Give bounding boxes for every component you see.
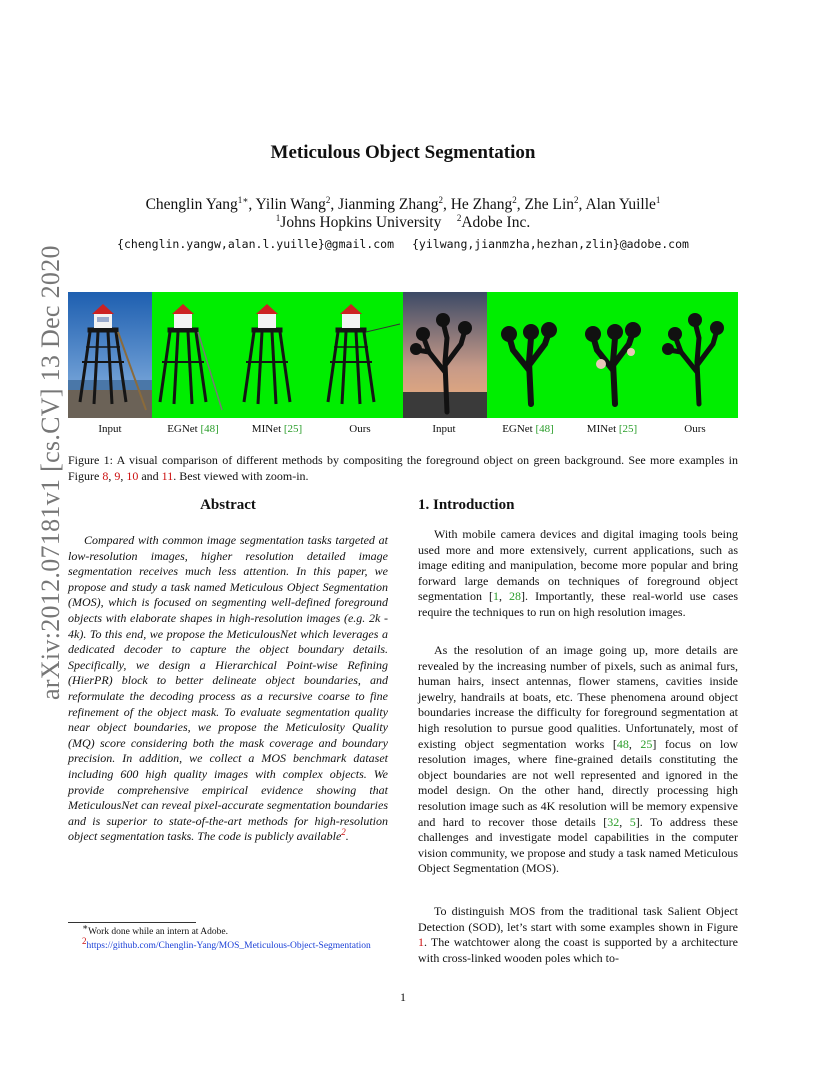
figure-ref-link[interactable]: 10 [126, 469, 139, 483]
code-url-link[interactable]: https://github.com/Chenglin-Yang/MOS_Meticulous-Object-Segmentation [86, 941, 371, 951]
citation-link[interactable]: [48] [535, 423, 554, 435]
intro-paragraph: As the resolution of an image going up, more details are revealed by the increasing number of pixels, such as animal furs, human hairs, insect antennas, flower stamens, cavities inside jewelry, handrails at boats, etc. These phenomena around object boundaries increase the difficulty for foreground segmentation at high resolution to pursue good qualities. Unfortunately, most of existing object segmentation works [48, 25] focus on low resolution images, where fine-grained details constituting the object boundaries are not well represented and ignored in the model design. On the other hand, directly processing high resolution image such as 4K resolution will be memory expensive and hard to recover those details [32, 5]. To address these challenges and investigate model capabilities in the computer vision community, we propose and study a task named Meticulous Object Segmentation (MOS). [418, 643, 739, 876]
citation-link[interactable]: [25] [618, 423, 638, 435]
section-heading-introduction: 1. Introduction [418, 497, 515, 513]
intro-paragraph: To distinguish MOS from the traditional task Salient Object Detection (SOD), let’s start with some examples shown in Figure 1. The watchtower along the coast is supported by a architecture with cross-linked wooden poles which to- [418, 904, 738, 965]
citation-link[interactable]: 32 [607, 814, 620, 829]
abstract-text: Compared with common image segmentation tasks targeted at low-resolution images, higher resolution detailed image segmentation receives much less attention. In this paper, we propose and study a task named Meticulous Object Segmentation (MOS), which is focused on segmenting well-defined foreground objects with elaborate shapes in high-resolution images (e.g. 2k - 4k). To this end, we propose the MeticulousNet which leverages a dedicated decoder to capture the object boundary details. Specifically, we design a Hierarchical Point-wise Refining (HierPR) block to better delineate object boundaries, and reformulate the decoding process as a recursive coarse to fine refinement of the object mask. To evaluate segmentation quality near object boundaries, we propose the Meticulosity Quality (MQ) score considering both the mask coverage and boundary precision. In addition, we collect a MOS benchmark dataset including 600 high quality images with complex objects. We provide comprehensive empirical evidence showing that MeticulousNet can reveal pixel-accurate segmentation boundaries and is superior to state-of-the-art methods for high-resolution object segmentation tasks. The code is publicly available$^2$. [68, 533, 388, 844]
figure-caption: Figure 1: A visual comparison of different methods by compositing the foreground object on green background. See more examples in Figure 8, 9, 10 and 11. Best viewed with zoom-in. [68, 453, 738, 483]
author-name: He Zhang [450, 196, 513, 213]
footnote-2: $^2$https://github.com/Chenglin-Yang/MOS_Meticulous-Object-Segmentation [82, 935, 371, 951]
footnote-ref-link[interactable]: 2 [341, 827, 346, 838]
author-list: Chenglin Yang$^{1∗}$, Yilin Wang$^2$, Jianming Zhang$^2$, He Zhang$^2$, Zhe Lin$^2$, Alan Yuille$^1$ [145, 194, 661, 213]
lighthouse-egnet-image [152, 292, 236, 418]
tree-ours-image [655, 292, 738, 418]
figure-ref-link[interactable]: 11 [161, 469, 174, 483]
abstract-heading: Abstract [200, 497, 256, 513]
author-sup: 2 [325, 194, 331, 205]
tree-egnet-image [487, 292, 571, 418]
figure-label: EGNet [48] [502, 423, 554, 435]
figure-label: Ours [349, 423, 371, 435]
lighthouse-input-image [68, 292, 152, 418]
figure-ref-link[interactable]: 8 [102, 469, 109, 483]
author-sup: 1∗ [237, 194, 249, 205]
author-name: Jianming Zhang [338, 196, 439, 213]
figure-label: MINet [25] [586, 423, 638, 435]
figure-label: Input [432, 423, 456, 435]
citation-link[interactable]: 25 [640, 736, 653, 751]
figure-label: EGNet [48] [167, 423, 219, 435]
citation-link[interactable]: 48 [616, 736, 629, 751]
author-sup: 2 [574, 194, 579, 205]
author-sup: 2 [438, 194, 443, 205]
citation-link[interactable]: 28 [509, 589, 522, 604]
lighthouse-minet-image [236, 292, 320, 418]
email-gmail: {chenglin.yangw,alan.l.yuille}@gmail.com [117, 237, 394, 251]
citation-link[interactable]: [48] [200, 423, 219, 435]
author-name: Zhe Lin [524, 196, 575, 213]
figure-label: Input [98, 423, 122, 435]
citation-link[interactable]: [25] [283, 423, 303, 435]
email-adobe: {yilwang,jianmzha,hezhan,zlin}@adobe.com [412, 237, 689, 251]
author-name: Yilin Wang [255, 196, 326, 213]
affil-name: Johns Hopkins University [280, 214, 442, 231]
affil-sup: 2 [456, 212, 462, 223]
citation-link[interactable]: 1 [493, 589, 500, 604]
figure-ref-link[interactable]: 1 [418, 935, 424, 950]
citation-link[interactable]: 5 [629, 814, 636, 829]
lighthouse-ours-image [320, 292, 403, 418]
figure-ref-link[interactable]: 9 [114, 469, 121, 483]
author-sup: 2 [512, 194, 517, 205]
figure-1 [68, 292, 738, 418]
tree-input-image [403, 292, 487, 418]
paper-title: Meticulous Object Segmentation [270, 142, 536, 163]
affil-name: Adobe Inc. [461, 214, 531, 231]
footnote-1: ∗Work done while an intern at Adobe. [82, 921, 228, 937]
author-name: Chenglin Yang [145, 196, 238, 213]
intro-paragraph: With mobile camera devices and digital imaging tools being used more and more extensively, current applications, such as image editing and manipulation, become more popular and bring forward large demands on techniques of foreground object segmentation [1, 28]. Importantly, these real-world use cases require the techniques to run on high resolution images. [418, 527, 739, 619]
author-sup: 1 [655, 194, 661, 205]
tree-minet-image [571, 292, 655, 418]
affiliations [0, 214, 806, 232]
author-name: Alan Yuille [585, 196, 656, 213]
affil-sup: 1 [275, 212, 281, 223]
page-number: 1 [400, 990, 406, 1004]
email-line [0, 237, 806, 251]
figure-label: MINet [25] [251, 423, 303, 435]
arxiv-stamp: arXiv:2012.07181v1 [cs.CV] 13 Dec 2020 [36, 245, 65, 700]
figure-label: Ours [684, 423, 706, 435]
